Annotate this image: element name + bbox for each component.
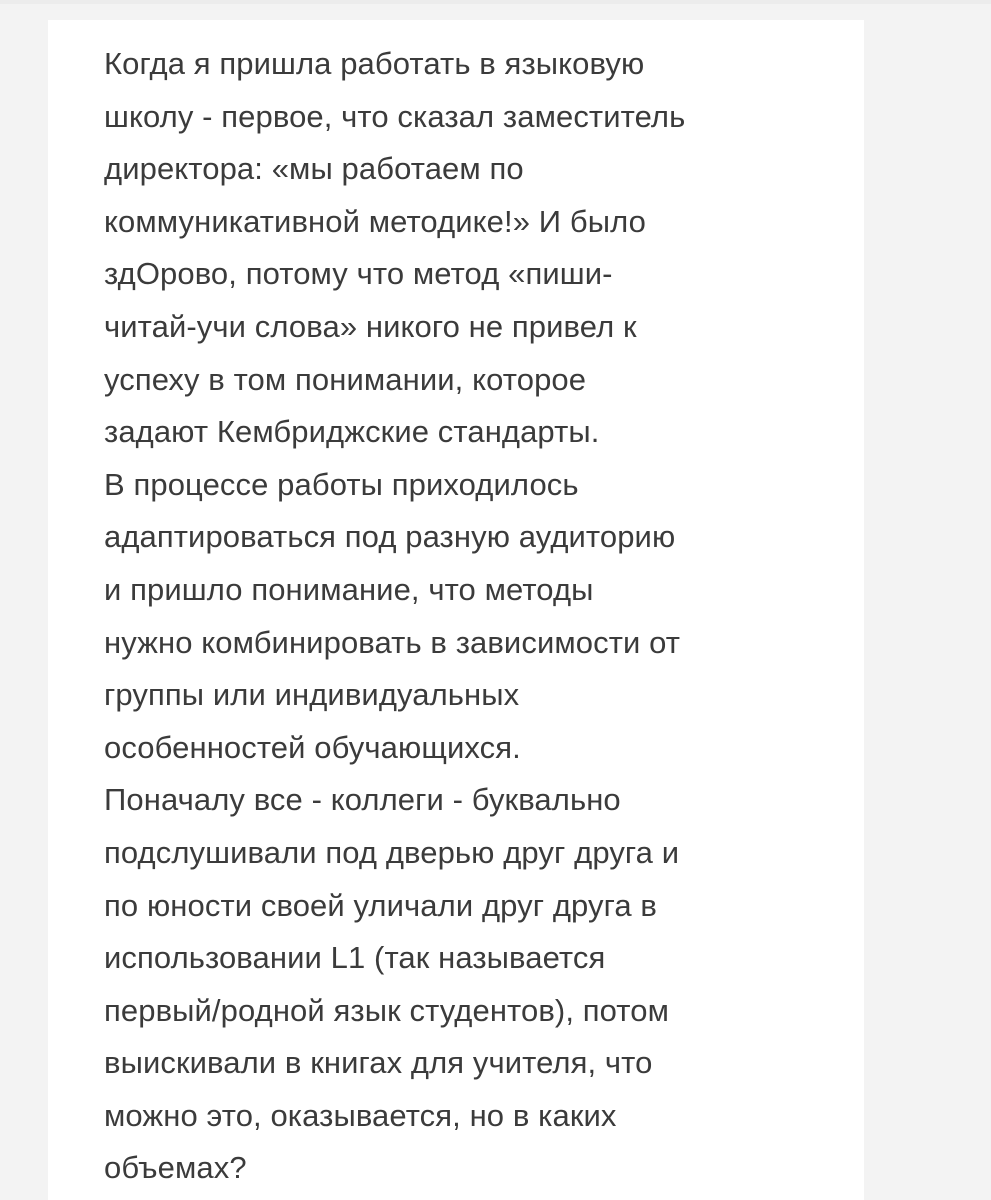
text-line: Когда я пришла работать в языковую <box>104 46 645 81</box>
text-line: группы или индивидуальных <box>104 677 520 713</box>
text-line: здОрово, потому что метод «пиши- <box>104 256 613 292</box>
top-border <box>0 0 991 4</box>
text-line: задают Кембриджские стандарты. <box>104 414 600 450</box>
text-line: директора: «мы работаем по <box>104 151 524 187</box>
text-line: читай-учи слова» никого не привел к <box>104 308 637 344</box>
text-line: успеху в том понимании, которое <box>104 361 587 397</box>
article-text <box>104 38 844 1195</box>
text-line: и пришло понимание, что методы <box>104 571 594 607</box>
text-line: можно это, оказывается, но в каких <box>104 1097 617 1133</box>
text-line: Поначалу все - коллеги - буквально <box>104 782 621 818</box>
text-line: нужно комбинировать в зависимости от <box>104 624 681 660</box>
text-line: подслушивали под дверью друг друга и <box>104 834 680 870</box>
text-line: использовании L1 (так называется <box>104 940 606 976</box>
text-line: школу - первое, что сказал заместитель <box>104 98 686 134</box>
text-line: особенностей обучающихся. <box>104 729 521 765</box>
text-line: В процессе работы приходилось <box>104 466 579 502</box>
text-card <box>48 20 864 1200</box>
text-line: объемах? <box>104 1150 247 1186</box>
text-line: первый/родной язык студентов), потом <box>104 992 670 1028</box>
text-line: коммуникативной методике!» И было <box>104 203 647 239</box>
text-line: выискивали в книгах для учителя, что <box>104 1045 653 1081</box>
text-line: адаптироваться под разную аудиторию <box>104 519 676 555</box>
text-line: по юности своей уличали друг друга в <box>104 887 657 923</box>
